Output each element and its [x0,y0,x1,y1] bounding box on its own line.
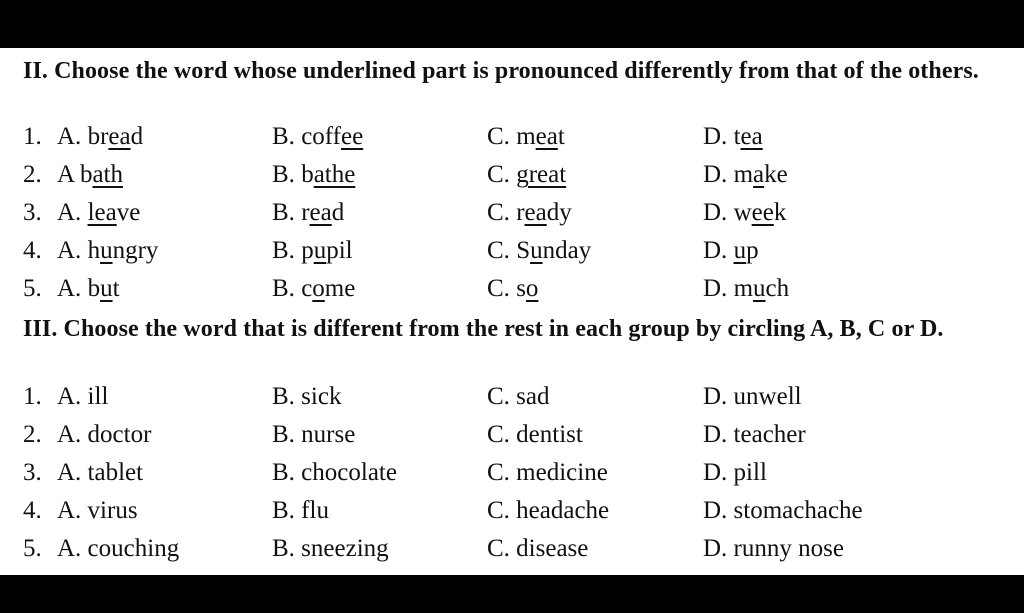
word-part: pil [326,237,353,264]
option-c: C. sad [487,383,550,410]
question-number: 5. [23,275,42,302]
option-a [57,194,140,232]
question-number: 3. [23,199,42,226]
section-3-question-1 [0,378,1024,416]
section-3-question-4 [0,492,1024,530]
underlined-part: ea [108,123,131,150]
option-d [703,118,763,156]
question-number: 2. [23,161,42,188]
underlined-part: ee [751,199,774,226]
option-letter: C. [487,237,510,264]
section-3-question-3 [0,454,1024,492]
word-part: ch [765,275,790,302]
option-b: B. sick [272,383,342,410]
option-b: B. nurse [272,421,356,448]
word-part: ngry [112,237,159,264]
option-b: B. flu [272,497,329,524]
option-letter: B. [272,275,295,302]
section-3-question-2 [0,416,1024,454]
word-part: ve [116,199,141,226]
underlined-part: ea [309,199,332,226]
worksheet-page [0,48,1024,575]
question-number: 4. [23,497,42,524]
option-d: D. pill [703,459,767,486]
word-part: h [87,237,101,264]
option-letter: C. [487,199,510,226]
option-b [272,194,344,232]
option-letter: D. [703,161,728,188]
option-d: D. unwell [703,383,802,410]
option-c [487,156,566,194]
option-b [272,118,363,156]
option-d [703,156,788,194]
option-a: A. ill [57,383,109,410]
underlined-part: ea [524,199,547,226]
word-part: b [87,275,101,302]
word-part: k [773,199,787,226]
question-number: 3. [23,459,42,486]
word-part: ke [764,161,788,188]
option-d: D. teacher [703,421,806,448]
option-b [272,232,353,270]
underlined-part: o [312,275,325,302]
question-number: 2. [23,421,42,448]
underlined-part: u [753,275,766,302]
option-letter: C. [487,161,510,188]
word-part: m [516,123,536,150]
option-letter: A. [57,275,82,302]
underlined-part: ea [740,123,763,150]
word-part: w [733,199,752,226]
underlined-part: ee [340,123,364,150]
option-d [703,232,759,270]
option-c: C. medicine [487,459,608,486]
question-number: 4. [23,237,42,264]
option-letter: A. [57,199,82,226]
section-2-question-3 [0,194,1024,232]
option-d [703,194,786,232]
underlined-part: lea [87,199,117,226]
word-part: nday [542,237,592,264]
word-part: s [516,275,526,302]
option-c [487,118,565,156]
question-number: 1. [23,383,42,410]
word-part: r [301,199,310,226]
option-b [272,156,355,194]
option-letter: C. [487,123,510,150]
word-part: b [79,161,93,188]
word-part: t [112,275,120,302]
option-letter: D. [703,237,728,264]
word-part: b [301,161,314,188]
word-part: me [324,275,356,302]
option-a: A. tablet [57,459,144,486]
section-2-question-5 [0,270,1024,308]
underlined-part: u [733,237,747,264]
option-letter: D. [703,199,728,226]
word-part: t [557,123,565,150]
question-number: 5. [23,535,42,562]
option-c: C. dentist [487,421,583,448]
word-part: dy [546,199,572,226]
option-b: B. chocolate [272,459,397,486]
option-b: B. sneezing [272,535,389,562]
section-3-heading: III. Choose the word that is different from the rest in each group by circling A, B, C or D. [23,316,944,342]
word-part: d [331,199,345,226]
underlined-part: u [100,237,113,264]
option-letter: B. [272,237,295,264]
option-d: D. stomachache [703,497,863,524]
word-part: br [87,123,109,150]
option-c: C. headache [487,497,610,524]
word-part: coff [301,123,341,150]
underlined-part: athe [313,161,356,188]
word-part: d [130,123,144,150]
underlined-part: a [753,161,765,188]
section-2-heading: II. Choose the word whose underlined part is pronounced differently from that of the others. [23,58,979,84]
word-part: p [301,237,314,264]
word-part: c [301,275,313,302]
option-a [57,118,143,156]
option-a: A. couching [57,535,180,562]
underlined-part: great [516,161,567,188]
option-letter: B. [272,199,295,226]
underlined-part: ea [535,123,558,150]
option-a: A. doctor [57,421,152,448]
option-letter: D. [703,123,728,150]
word-part: m [733,161,754,188]
option-a [57,232,158,270]
option-d [703,270,789,308]
option-c: C. disease [487,535,589,562]
word-part: t [733,123,741,150]
option-letter: B. [272,123,295,150]
option-letter: A [57,161,74,188]
word-part: S [516,237,531,264]
option-b [272,270,355,308]
option-c [487,232,591,270]
option-letter: D. [703,275,728,302]
word-part: r [516,199,525,226]
option-a: A. virus [57,497,138,524]
option-d: D. runny nose [703,535,844,562]
option-letter: A. [57,123,82,150]
option-letter: A. [57,237,82,264]
section-2-question-4 [0,232,1024,270]
underlined-part: u [530,237,543,264]
section-2-question-1 [0,118,1024,156]
underlined-part: ath [92,161,123,188]
underlined-part: u [100,275,113,302]
question-number: 1. [23,123,42,150]
option-a [57,156,123,194]
section-3-question-5 [0,530,1024,568]
option-c [487,194,572,232]
section-2-question-2 [0,156,1024,194]
underlined-part: o [525,275,539,302]
word-part: p [746,237,759,264]
option-a [57,270,120,308]
option-letter: C. [487,275,510,302]
option-letter: B. [272,161,295,188]
word-part: m [733,275,754,302]
underlined-part: u [313,237,327,264]
option-c [487,270,538,308]
